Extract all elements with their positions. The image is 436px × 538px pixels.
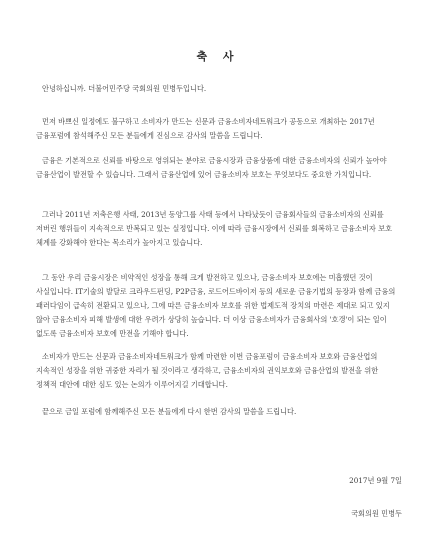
document-title: 축 사: [196, 50, 240, 63]
paragraph-protection: 그 동안 우리 금융시장은 비약적인 성장을 통해 크게 발전하고 있으나, 금융소비자 보호에는 미흡했던 것이 사실입니다. IT기술의 발달로 크라우드펀딩, P2P금융, 로드어드바이저 등의 새로운 금융기법의 등장과 함께 금융의 패러다임이 급속히 전환되고 있으나, 그에 따른 금융소비자 보호를 위한 법제도적 장치의 마련은 제대로 되고 있지 않아 금융소비자 피해 발생에 대한 우려가 상당히 높습니다. 더 이상 금융소비자가 금융회사의 '호갱'이 되는 일이 없도록 금융소비자 보호에 만전을 기해야 합니다.: [36, 273, 396, 338]
paragraph-closing: 끝으로 금일 포럼에 함께해주신 모든 분들에게 다시 한번 감사의 말씀을 드립니다.: [42, 407, 297, 416]
paragraph-greeting: 안녕하십니까. 더불어민주당 국회의원 민병두입니다.: [42, 84, 207, 93]
paragraph-forum: 소비자가 만드는 신문과 금융소비자네트워크가 함께 마련한 이번 금융포럼이 금융소비자 보호와 금융산업의 지속적인 성장을 위한 귀중한 자리가 될 것이라고 생각하고, 금융소비자의 권익보호와 금융산업의 발전을 위한 정책적 대안에 대한 심도 있는 논의가 이루어지길 기대합니다.: [36, 352, 379, 389]
paragraph-incidents: 그러나 2011년 저축은행 사태, 2013년 동양그룹 사태 등에서 나타났듯이 금융회사들의 금융소비자의 신뢰를 저버린 행위들이 지속적으로 반복되고 있는 실정입니다. 이에 따라 금융시장에서 신뢰를 회복하고 금융소비자 보호 체계를 강화해야 한다는 목소리가 높아지고 있습니다.: [36, 210, 393, 247]
document-date: 2017년 9월 7일: [349, 476, 402, 485]
paragraph-trust: 금융은 기본적으로 신뢰를 바탕으로 영위되는 분야로 금융시장과 금융상품에 대한 금융소비자의 신뢰가 높아야 금융산업이 발전할 수 있습니다. 그래서 금융산업에 있어 금융소비자 보호는 무엇보다도 중요한 가치입니다.: [36, 156, 387, 179]
document-signature: 국회의원 민병두: [351, 509, 402, 518]
paragraph-thanks: 먼저 바쁘신 일정에도 불구하고 소비자가 만드는 신문과 금융소비자네트워크가 공동으로 개최하는 2017년 금융포럼에 참석해주신 모든 분들에게 진심으로 감사의 말씀을 드립니다.: [36, 117, 375, 140]
